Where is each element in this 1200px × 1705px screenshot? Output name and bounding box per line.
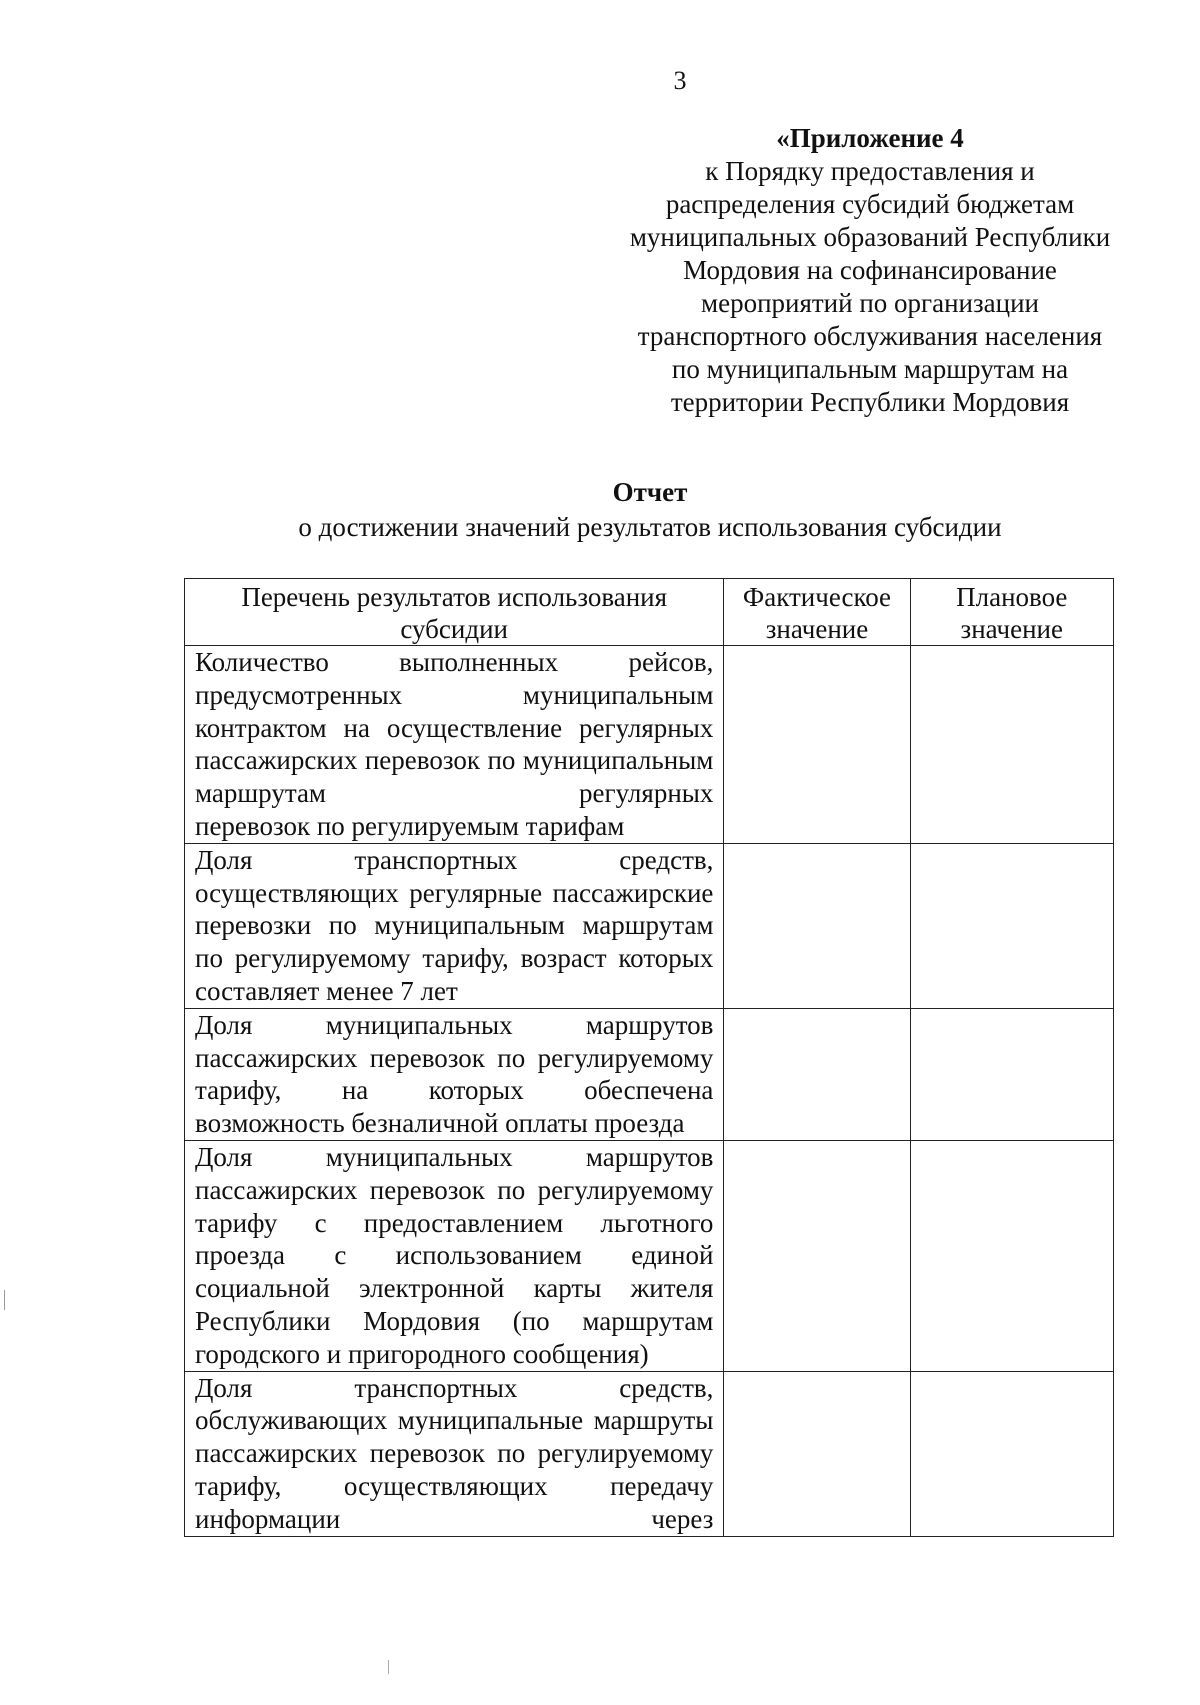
table-row — [185, 646, 1114, 844]
actual-value-cell — [724, 1140, 910, 1371]
indicator-last-line: перевозок по регулируемым тарифам — [195, 810, 625, 841]
scan-bottom-mark — [388, 1660, 389, 1674]
indicator-cell — [185, 1371, 724, 1536]
actual-value-cell — [724, 843, 910, 1008]
table-row — [185, 1008, 1114, 1140]
header-actual-value: Фактическое значение — [724, 579, 910, 646]
table-header-row — [185, 579, 1114, 646]
appendix-line: мероприятий по организации — [701, 288, 1039, 318]
appendix-line: транспортного обслуживания населения — [637, 321, 1103, 351]
appendix-line: муниципальных образований Республики — [629, 222, 1111, 252]
indicator-text: Доля транспортных средств, обслуживающих муниципальные маршруты пассажирских перевозок по регулируемому тарифу, осуществляющих передачу информации через — [195, 1372, 714, 1534]
table-row — [185, 1140, 1114, 1371]
report-title: Отчет — [612, 477, 688, 507]
header-planned-value: Плановое значение — [910, 579, 1113, 646]
appendix-line: территории Республики Мордовия — [670, 387, 1070, 417]
appendix-line: распределения субсидий бюджетам — [665, 189, 1075, 219]
indicator-last-line: возможность безналичной оплаты проезда — [195, 1108, 685, 1139]
report-subtitle: о достижении значений результатов использования субсидии — [298, 512, 1002, 542]
actual-value-cell — [724, 1371, 910, 1536]
appendix-line: Мордовия на софинансирование — [683, 255, 1057, 285]
appendix-line: к Порядку предоставления и — [705, 156, 1035, 186]
indicator-cell — [185, 843, 724, 1008]
page-number: 3 — [673, 66, 687, 95]
planned-value-cell — [910, 1140, 1113, 1371]
indicator-cell — [185, 1008, 724, 1140]
table-row — [185, 843, 1114, 1008]
header-results-list: Перечень результатов использования субсидии — [185, 579, 724, 646]
indicator-last-line: городского и пригородного сообщения) — [195, 1338, 649, 1369]
indicator-cell — [185, 646, 724, 844]
indicator-text: Доля муниципальных маршрутов пассажирских перевозок по регулируемому тарифу, на которых обеспечена — [195, 1009, 714, 1106]
appendix-title: «Приложение 4 — [776, 123, 964, 153]
actual-value-cell — [724, 1008, 910, 1140]
indicator-last-line: составляет менее 7 лет — [195, 975, 458, 1006]
report-table — [184, 578, 1114, 1537]
indicator-text: Доля транспортных средств, осуществляющих регулярные пассажирские перевозки по муниципальным маршрутам по регулируемому тарифу, возраст которых — [195, 844, 714, 974]
indicator-text: Доля муниципальных маршрутов пассажирских перевозок по регулируемому тарифу с предоставлением льготного проезда с использованием единой социальной электронной карты жителя Республики Мордовия (по маршрутам — [195, 1141, 714, 1336]
appendix-header — [600, 122, 1140, 419]
scan-edge-mark — [4, 1290, 5, 1310]
planned-value-cell — [910, 1371, 1113, 1536]
planned-value-cell — [910, 1008, 1113, 1140]
appendix-line: по муниципальным маршрутам на — [671, 354, 1069, 384]
indicator-cell — [185, 1140, 724, 1371]
planned-value-cell — [910, 843, 1113, 1008]
table-row — [185, 1371, 1114, 1536]
actual-value-cell — [724, 646, 910, 844]
indicator-text: Количество выполненных рейсов, предусмотренных муниципальным контрактом на осуществление регулярных пассажирских перевозок по муниципальным маршрутам регулярных — [195, 647, 714, 809]
planned-value-cell — [910, 646, 1113, 844]
